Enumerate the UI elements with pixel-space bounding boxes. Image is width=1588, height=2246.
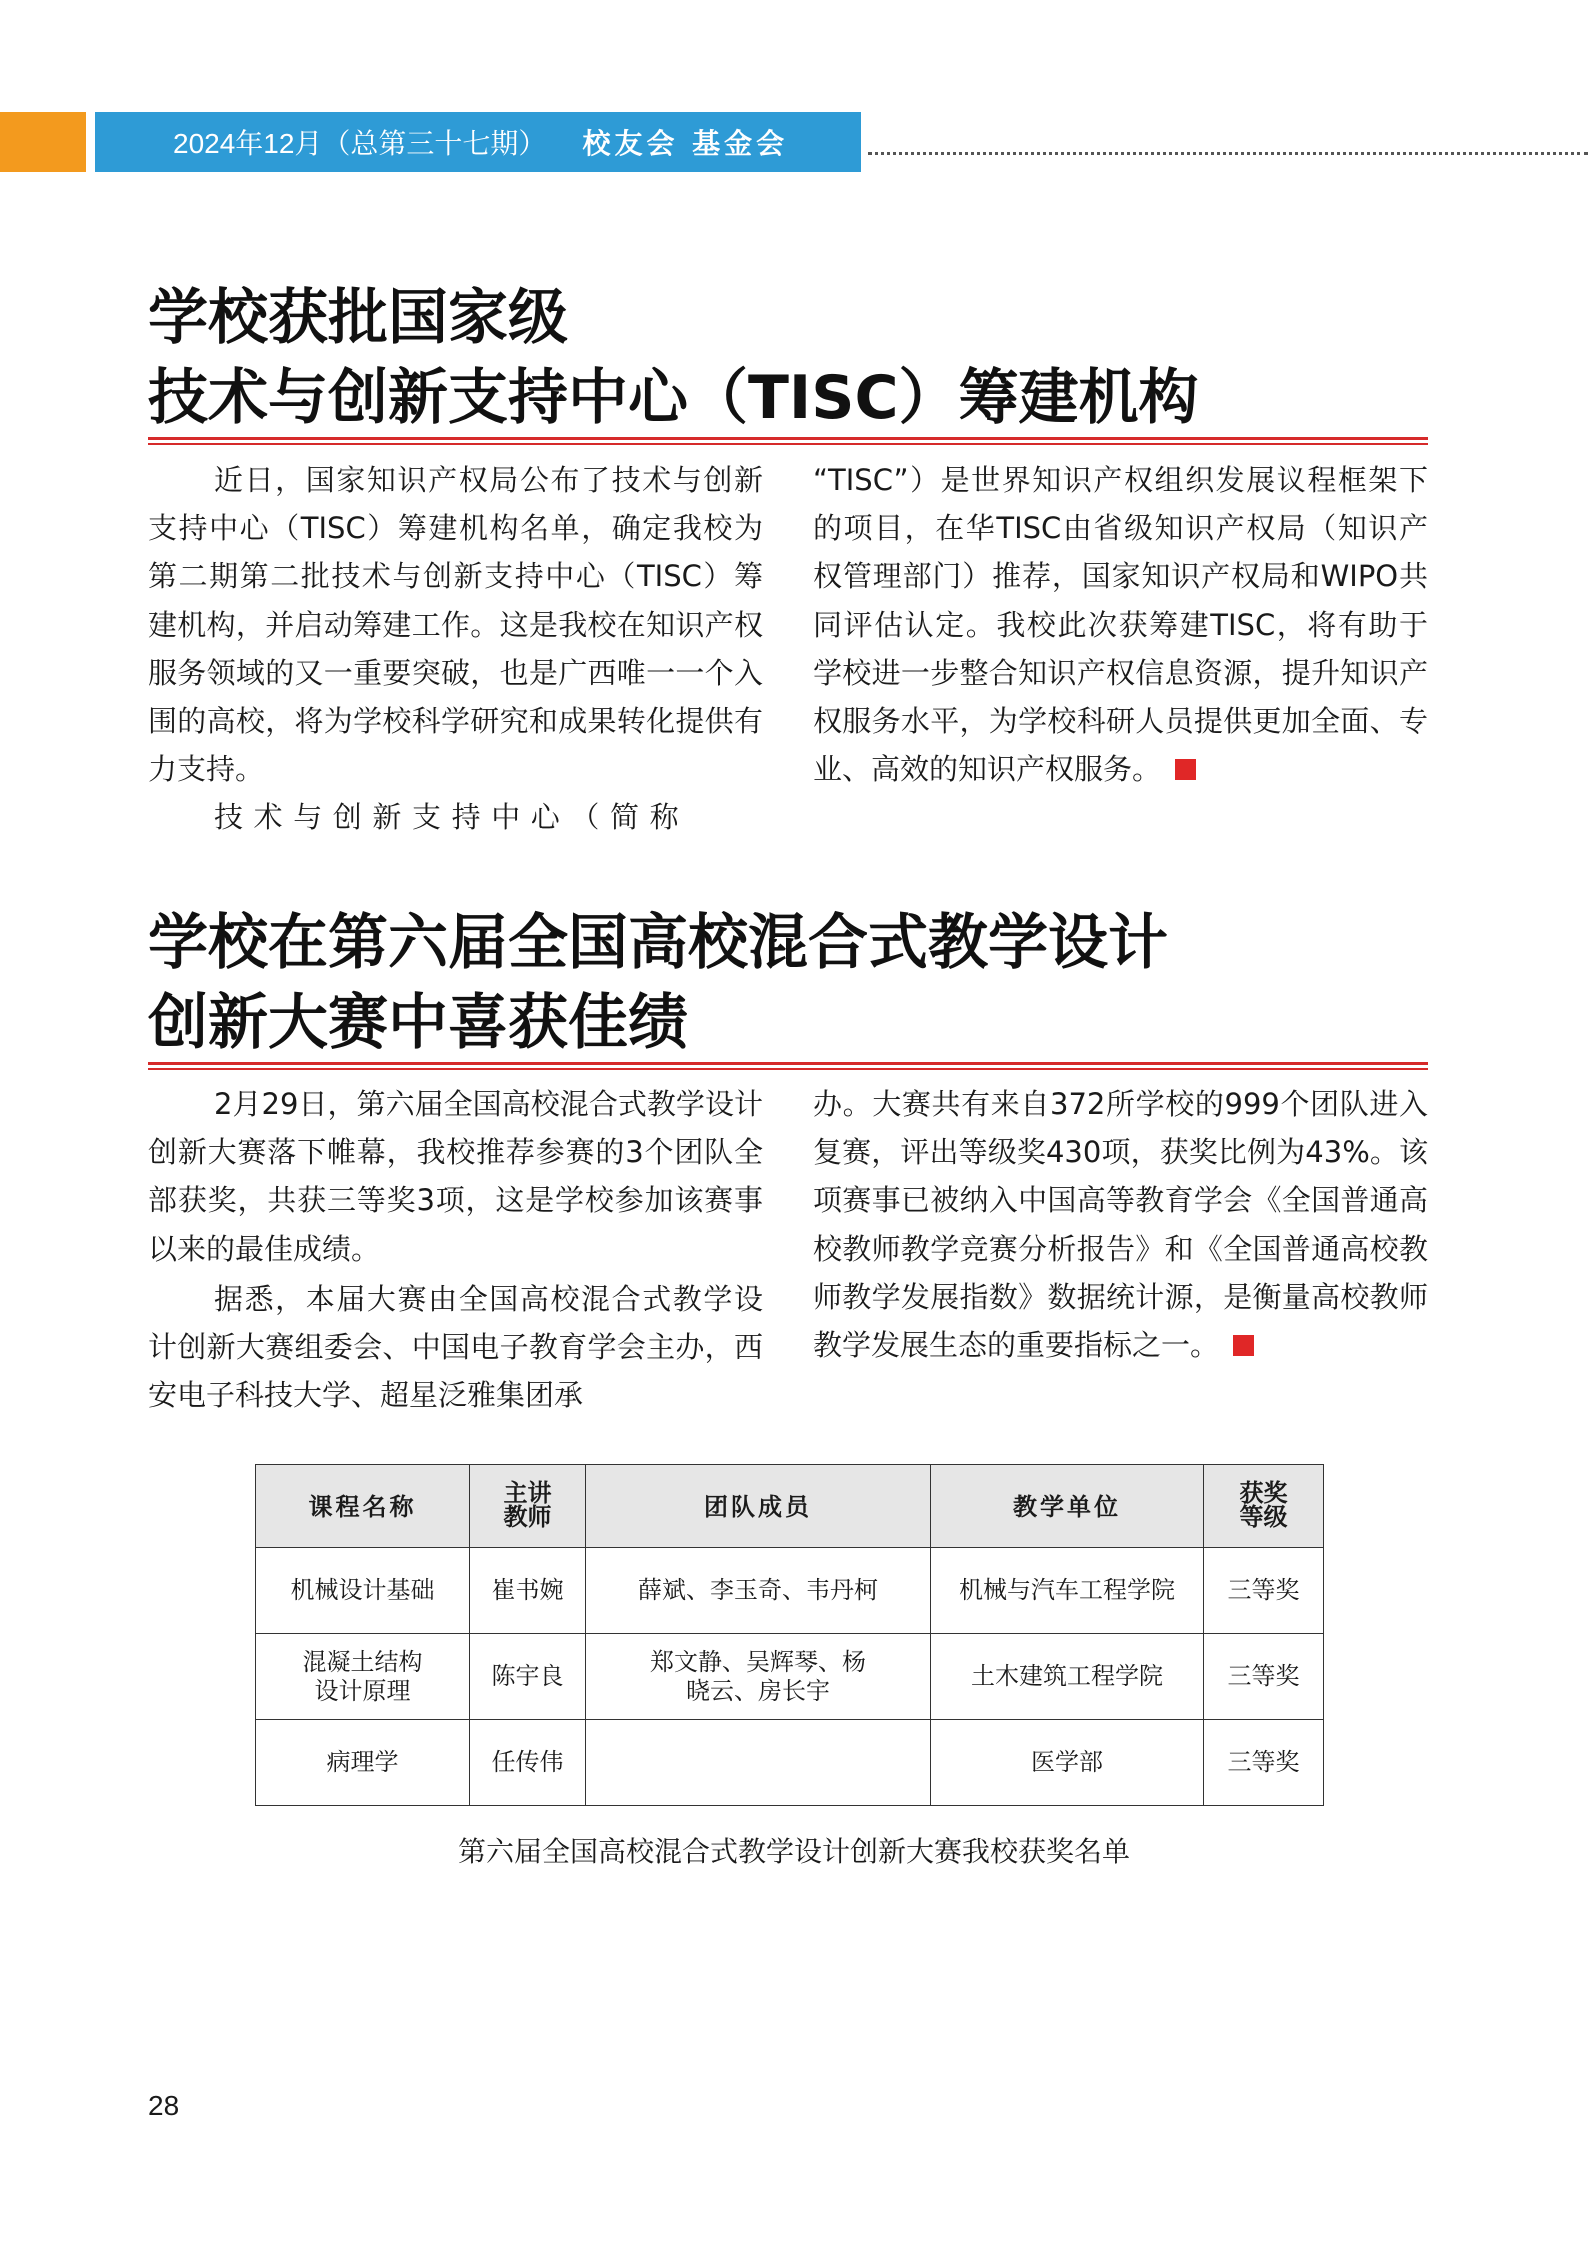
article2-paragraph-text: 办。大赛共有来自372所学校的999个团队进入复赛，评出等级奖430项，获奖比例为43%。该项赛事已被纳入中国高等教育学会《全国普通高校教师教学竞赛分析报告》和《全国普通高校教师教学发展指数》数据统计源，是衡量高校教师教学发展生态的重要指标之一。 xyxy=(813,1087,1428,1363)
issue-label: 2024年12月（总第三十七期） xyxy=(173,128,547,159)
article1-paragraph: 技术与创新支持中心（简称 xyxy=(214,800,690,835)
table-caption: 第六届全国高校混合式教学设计创新大赛我校获奖名单 xyxy=(457,1835,1130,1868)
article2-title-line2: 创新大赛中喜获佳绩 xyxy=(148,988,688,1058)
table-row xyxy=(256,1634,1324,1720)
article1-paragraph-continued xyxy=(813,456,1428,793)
cell-award: 三等奖 xyxy=(1204,1720,1324,1806)
awards-table xyxy=(255,1464,1324,1806)
cell-course: 机械设计基础 xyxy=(256,1548,470,1634)
header-department: 教学单位 xyxy=(931,1465,1204,1548)
article2-column-left xyxy=(148,1080,763,1419)
running-header xyxy=(95,112,861,172)
cell-department: 医学部 xyxy=(931,1720,1204,1806)
article1-title-line1: 学校获批国家级 xyxy=(148,283,568,353)
article2-paragraph: 据悉，本届大赛由全国高校混合式教学设计创新大赛组委会、中国电子教育学会主办，西安电子科技大学、超星泛雅集团承 xyxy=(148,1281,763,1413)
header-course: 课程名称 xyxy=(256,1465,470,1548)
header-dotted-line xyxy=(868,152,1588,155)
page-number: 28 xyxy=(148,2090,180,2121)
cell-teacher: 崔书婉 xyxy=(470,1548,586,1634)
header-orange-block xyxy=(0,112,86,172)
table-row xyxy=(256,1548,1324,1634)
cell-course-text: 混凝土结构设计原理 xyxy=(302,1647,423,1705)
article2-title xyxy=(148,903,1168,1063)
cell-department: 机械与汽车工程学院 xyxy=(931,1548,1204,1634)
article1-title-rule xyxy=(148,437,1428,445)
article1-column-left xyxy=(148,456,763,842)
end-of-article-mark xyxy=(1175,759,1196,780)
article2-title-rule xyxy=(148,1062,1428,1070)
table-header-row xyxy=(256,1465,1324,1548)
cell-members: 薛斌、李玉奇、韦丹柯 xyxy=(586,1548,931,1634)
cell-members xyxy=(586,1634,931,1720)
cell-members-text: 郑文静、吴辉琴、杨晓云、房长宇 xyxy=(650,1647,866,1705)
article2-paragraph-continued xyxy=(813,1080,1428,1369)
header-lead-teacher xyxy=(470,1465,586,1548)
article2-paragraph: 2月29日，第六届全国高校混合式教学设计创新大赛落下帷幕，我校推荐参赛的3个团队全部获奖，共获三等奖3项，这是学校参加该赛事以来的最佳成绩。 xyxy=(148,1087,763,1266)
cell-award: 三等奖 xyxy=(1204,1634,1324,1720)
cell-course xyxy=(256,1634,470,1720)
cell-course: 病理学 xyxy=(256,1720,470,1806)
end-of-article-mark xyxy=(1233,1335,1254,1356)
cell-teacher: 任传伟 xyxy=(470,1720,586,1806)
article2-column-right xyxy=(813,1080,1428,1369)
article1-title xyxy=(148,278,1199,438)
article1-paragraph-text: “TISC”）是世界知识产权组织发展议程框架下的项目，在华TISC由省级知识产权局（知识产权管理部门）推荐，国家知识产权局和WIPO共同评估认定。我校此次获筹建TISC，将有助于学校进一步整合知识产权信息资源，提升知识产权服务水平，为学校科研人员提供更加全面、专业、高效的知识产权服务。 xyxy=(813,463,1428,787)
header-award-level-text: 获奖等级 xyxy=(1239,1478,1288,1531)
header-award-level xyxy=(1204,1465,1324,1548)
table-row xyxy=(256,1720,1324,1806)
article1-column-right xyxy=(813,456,1428,793)
cell-teacher: 陈宇良 xyxy=(470,1634,586,1720)
article2-title-line1: 学校在第六届全国高校混合式教学设计 xyxy=(148,908,1168,978)
cell-members xyxy=(586,1720,931,1806)
cell-department: 土木建筑工程学院 xyxy=(931,1634,1204,1720)
article1-title-line2: 技术与创新支持中心（TISC）筹建机构 xyxy=(148,363,1199,433)
cell-award: 三等奖 xyxy=(1204,1548,1324,1634)
section-label: 校友会 基金会 xyxy=(582,127,789,160)
article1-paragraph: 近日，国家知识产权局公布了技术与创新支持中心（TISC）筹建机构名单，确定我校为第二期第二批技术与创新支持中心（TISC）筹建机构，并启动筹建工作。这是我校在知识产权服务领域的又一重要突破，也是广西唯一一个入围的高校，将为学校科学研究和成果转化提供有力支持。 xyxy=(148,463,763,787)
header-team-members: 团队成员 xyxy=(586,1465,931,1548)
header-lead-teacher-text: 主讲教师 xyxy=(503,1478,552,1531)
